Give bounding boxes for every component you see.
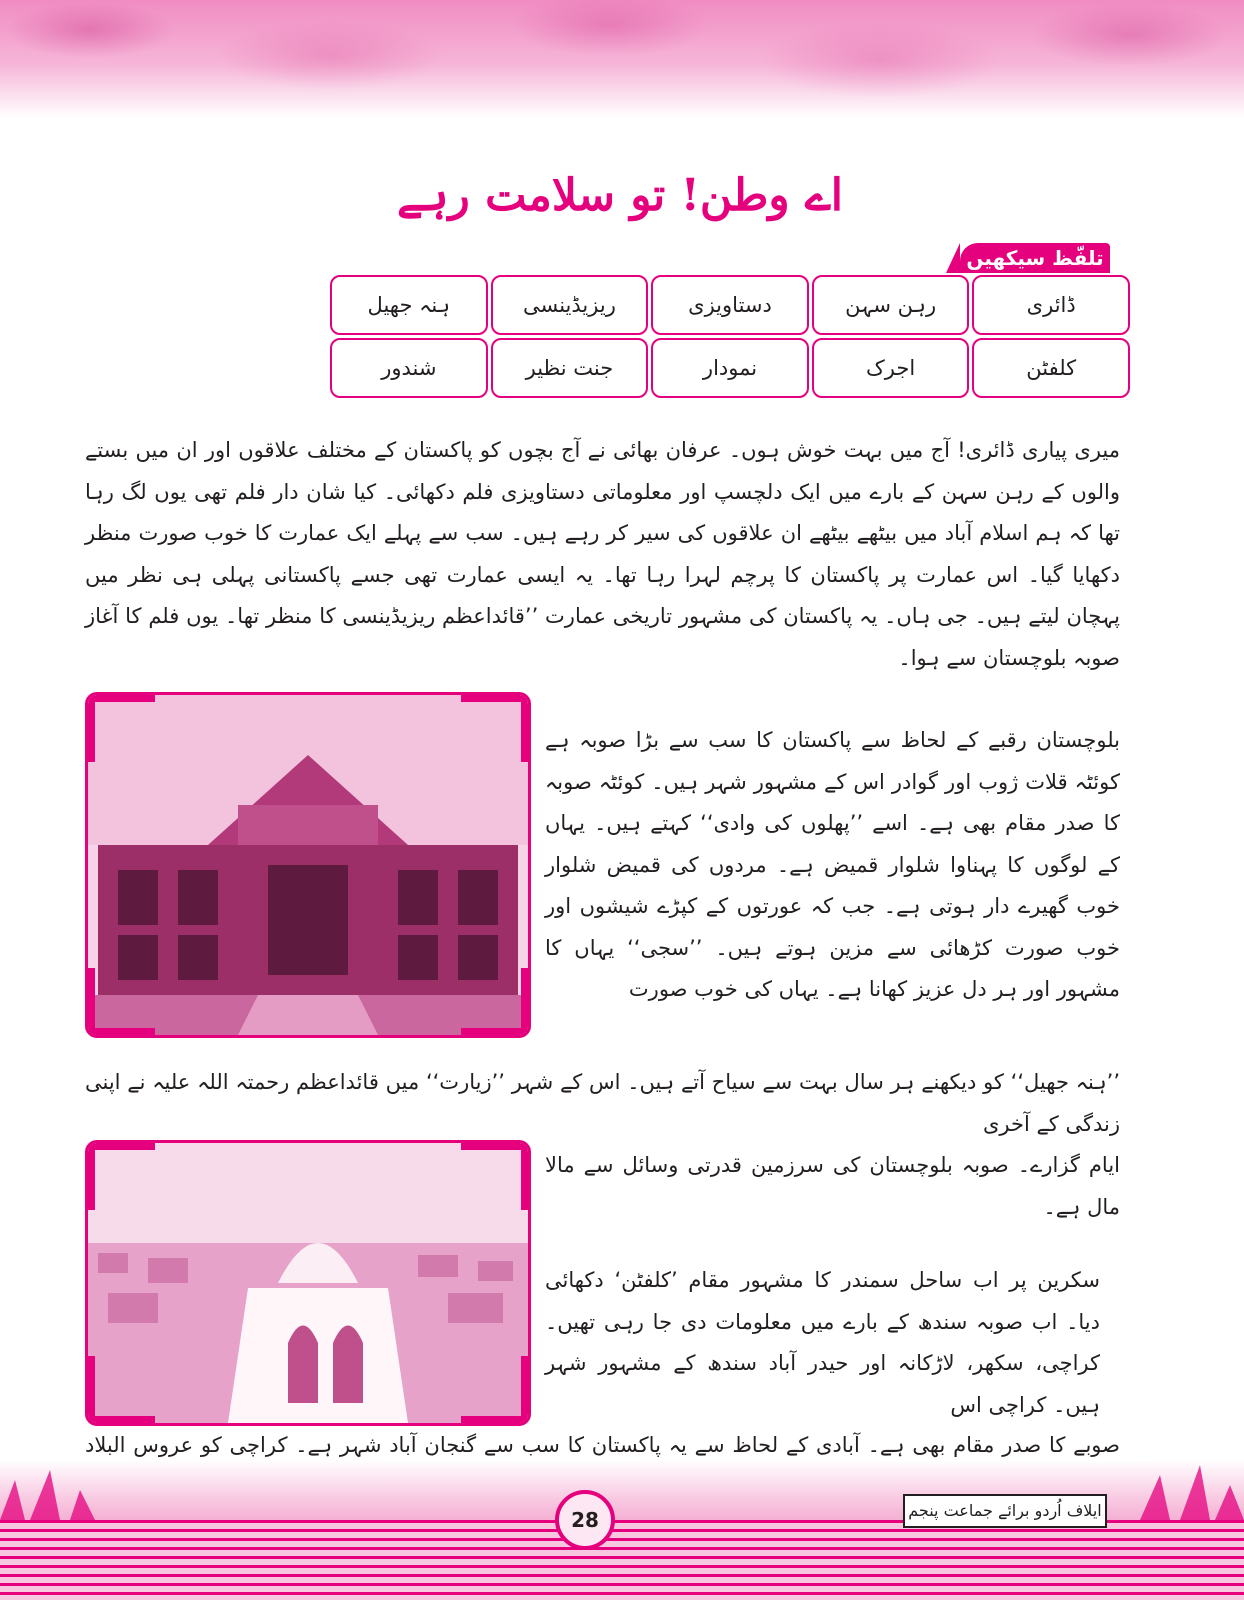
photo-corner	[85, 1356, 155, 1426]
photo-corner	[85, 968, 155, 1038]
word-cell: شندور	[330, 338, 488, 398]
balochistan-paragraph: بلوچستان رقبے کے لحاظ سے پاکستان کا سب سے بڑا صوبہ ہے کوئٹہ قلات ژوب اور گوادر اس کے مشہور شہر ہیں۔ کوئٹہ صوبہ کا صدر مقام بھی ہے۔ اسے ’’پھلوں کی وادی‘‘ کہتے ہیں۔ یہاں کے لوگوں کا پہناوا شلوار قمیض ہے۔ مردوں کی قمیض شلوار خوب گھیرے دار ہوتی ہے۔ جب کہ عورتوں کے کپڑے شیشوں اور خوب صورت کڑھائی سے مزین ہوتے ہیں۔ ’’سجی‘‘ یہاں کا مشہور اور ہر دل عزیز کھانا ہے۔ یہاں کی خوب صورت	[545, 728, 1120, 1001]
word-cell: ڈائری	[972, 275, 1130, 335]
photo-corner	[461, 692, 531, 762]
photo-corner	[85, 692, 155, 762]
pronunciation-word-grid	[330, 275, 1130, 398]
book-label: ایلاف اُردو برائے جماعت پنجم	[903, 1494, 1107, 1528]
photo-corner	[461, 1140, 531, 1210]
word-cell: نمودار	[651, 338, 809, 398]
page-number: 28	[555, 1490, 615, 1550]
footer-stripes	[0, 1520, 1244, 1600]
photo-corner	[85, 1140, 155, 1210]
word-cell: ریزیڈینسی	[491, 275, 649, 335]
intro-paragraph: میری پیاری ڈائری! آج میں بہت خوش ہوں۔ عرفان بھائی نے آج بچوں کو پاکستان کے مختلف علاقوں اور ان میں بستے والوں کے رہن سہن کے بارے میں ایک دلچسپ اور معلوماتی دستاویزی فلم دکھائی۔ کیا شان دار فلم تھی یوں لگ رہا تھا کہ ہم اسلام آباد میں بیٹھے بیٹھے ان علاقوں کی سیر کر رہے ہیں۔ سب سے پہلے ایک عمارت کا خوب صورت منظر دکھایا گیا۔ اس عمارت پر پاکستان کا پرچم لہرا رہا تھا۔ یہ ایسی عمارت تھی جسے پاکستانی پہلی ہی نظر میں پہچان لیتے ہیں۔ جی ہاں۔ یہ پاکستان کی مشہور تاریخی عمارت ’’قائداعظم ریزیڈینسی کا منظر تھا۔ یوں فلم کا آغاز صوبہ بلوچستان سے ہوا۔	[85, 438, 1120, 670]
photo-corner	[461, 1356, 531, 1426]
quaid-residency-photo	[85, 692, 531, 1038]
word-cell: رہن سہن	[812, 275, 970, 335]
word-cell: ہنہ جھیل	[330, 275, 488, 335]
word-cell: جنت نظیر	[491, 338, 649, 398]
word-cell: اجرک	[812, 338, 970, 398]
sindh-paragraph: سکرین پر اب ساحل سمندر کا مشہور مقام ’کلفٹن‘ دکھائی دیا۔ اب صوبہ سندھ کے بارے میں معلومات دی جا رہی تھیں۔ کراچی، سکھر، لاڑکانہ اور حیدر آباد سندھ کے مشہور شہر ہیں۔ کراچی اس	[545, 1268, 1100, 1417]
pronunciation-tab: تلفّظ سیکھیں	[960, 243, 1110, 273]
decorative-banner	[0, 0, 1244, 118]
photo-corner	[461, 968, 531, 1038]
page-title: اے وطن! تو سلامت رہے	[396, 170, 844, 221]
sindh-paragraph-continued: صوبے کا صدر مقام بھی ہے۔ آبادی کے لحاظ سے یہ پاکستان کا سب سے گنجان آباد شہر ہے۔ کراچی کو عروس البلاد	[85, 1433, 1120, 1457]
word-cell: دستاویزی	[651, 275, 809, 335]
balochistan-paragraph-end: ایام گزارے۔ صوبہ بلوچستان کی سرزمین قدرتی وسائل سے مالا مال ہے۔	[545, 1153, 1120, 1219]
word-cell: کلفٹن	[972, 338, 1130, 398]
balochistan-paragraph-continued: ’’ہنہ جھیل‘‘ کو دیکھنے ہر سال بہت سے سیاح آتے ہیں۔ اس کے شہر ’’زیارت‘‘ میں قائداعظم رحمتہ اللہ علیہ نے اپنی زندگی کے آخری	[85, 1070, 1120, 1136]
quaid-mausoleum-photo	[85, 1140, 531, 1426]
